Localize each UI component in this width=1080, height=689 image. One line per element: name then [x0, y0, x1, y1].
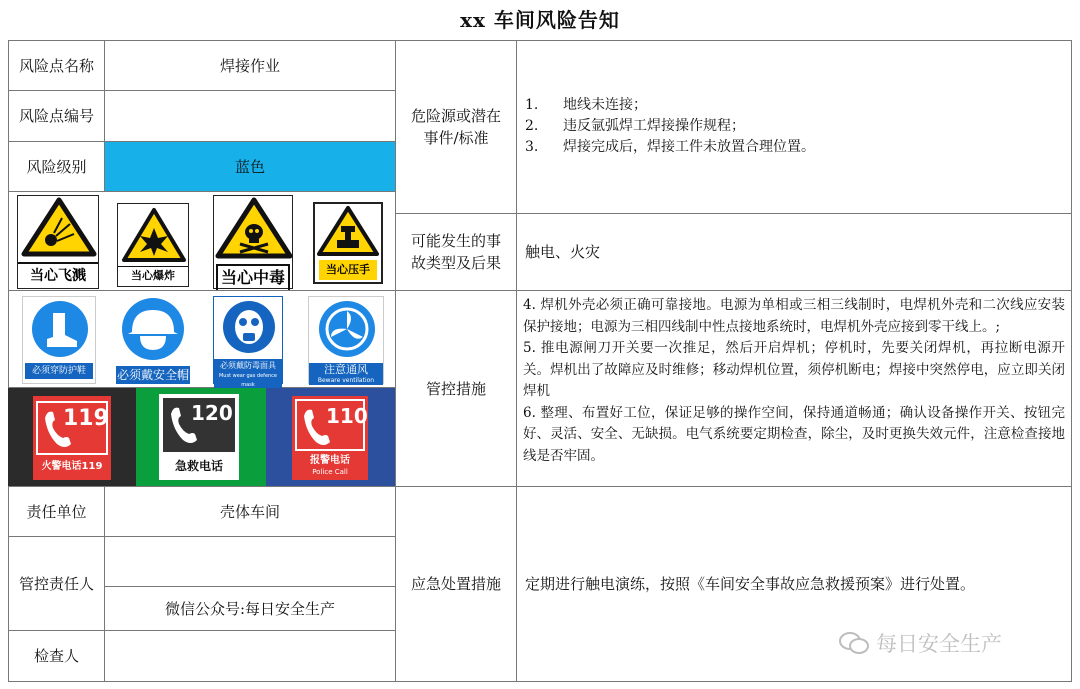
risk-level-value: 蓝色 — [104, 141, 396, 192]
warning-sign-label: 当心飞溅 — [18, 262, 98, 288]
mandatory-sign-ventilation — [308, 296, 384, 384]
emergency-police-110 — [266, 388, 396, 487]
risk-no-label: 风险点编号 — [8, 90, 105, 142]
mandatory-sign-label: 必须戴安全帽 — [116, 368, 189, 382]
page-title: xx 车间风险告知 — [460, 8, 620, 32]
warning-sign-label: 当心压手 — [319, 260, 377, 280]
warning-sign-label: 当心爆炸 — [118, 266, 188, 285]
emergency-label: 报警电话 — [310, 455, 350, 466]
mandatory-sign-label: 必须戴防毒面具 — [214, 359, 282, 372]
control-measure-item: 4. 焊机外壳必须正确可靠接地。电源为单相或三相三线制时，电焊机外壳和二次线应安装保护接地；电源为三相四线制中性点接地系统时，电焊机外壳应接到零干线上。; — [523, 297, 1065, 335]
emergency-ambulance-120 — [136, 388, 266, 487]
inspector-value — [104, 630, 396, 682]
ventilation-icon — [309, 297, 385, 361]
risk-level-label: 风险级别 — [8, 141, 105, 192]
gas-mask-icon — [214, 297, 284, 357]
mandatory-sign-sublabel: Beware ventilation — [309, 377, 383, 385]
emergency-fire-119 — [8, 388, 136, 487]
explosion-icon — [118, 204, 190, 264]
watermark-text: 每日安全生产 — [876, 632, 1002, 656]
hazard-list-cell — [516, 40, 1072, 214]
emergency-number: 120 — [191, 401, 233, 425]
emergency-sublabel: Police Call — [312, 468, 348, 476]
emergency-label: 火警电话119 — [41, 461, 103, 472]
flying-debris-icon — [18, 196, 100, 258]
hazard-item: 1. 地线未连接； — [525, 97, 647, 113]
warning-sign-poison — [213, 195, 293, 289]
inspector-label: 检查人 — [8, 630, 105, 682]
wechat-note: 微信公众号:每日安全生产 — [104, 586, 396, 631]
hazard-item: 3. 焊接完成后，焊接工件未放置合理位置。 — [525, 139, 815, 155]
control-measure-item: 5. 推电源闸刀开关要一次推足，然后开启焊机；停机时，先要关闭焊机，再拉断电源开关。焊机出了故障应及时维修；移动焊机位置，须停机断电；焊接中突然停电，应立即关闭焊机 — [523, 340, 1065, 399]
control-measure-item: 6. 整理、布置好工位，保证足够的操作空间，保持通道畅通；确认设备操作开关、按钮完好、灵活、安全、无缺损。电气系统要定期检查，除尘，及时更换失效元件，注意检查接地线是否牢固。 — [523, 404, 1065, 464]
responsible-unit-value: 壳体车间 — [104, 486, 396, 537]
accident-label: 可能发生的事故类型及后果 — [395, 213, 517, 291]
mandatory-sign-label: 必须穿防护鞋 — [25, 363, 93, 379]
helmet-icon — [116, 296, 190, 362]
poison-icon — [214, 196, 294, 260]
mandatory-sign-helmet — [116, 296, 190, 384]
mandatory-sign-gas-mask — [213, 296, 283, 388]
mandatory-sign-sublabel: Must wear gas defence mask — [214, 372, 282, 390]
hazard-item: 2. 违反氩弧焊工焊接操作规程； — [525, 118, 745, 134]
control-label: 管控措施 — [395, 290, 517, 487]
warning-sign-hand-crush — [313, 202, 383, 284]
controller-value — [104, 536, 396, 587]
hand-crush-icon — [315, 204, 381, 258]
hazard-list — [525, 95, 815, 158]
hazard-label: 危险源或潜在事件/标准 — [395, 40, 517, 214]
emergency-number: 119 — [63, 406, 109, 431]
safety-boots-icon — [23, 297, 97, 361]
risk-no-value — [104, 90, 396, 142]
mandatory-sign-boots — [22, 296, 96, 384]
warning-sign-flying-debris — [17, 195, 99, 289]
control-measures — [516, 290, 1072, 487]
emergency-number: 110 — [326, 404, 368, 428]
accident-value: 触电、火灾 — [516, 213, 1072, 291]
controller-label: 管控责任人 — [8, 536, 105, 631]
emergency-label: 急救电话 — [174, 459, 223, 473]
responsible-unit-label: 责任单位 — [8, 486, 105, 537]
wechat-icon — [838, 631, 870, 655]
emergency-value: 定期进行触电演练，按照《车间安全事故应急救援预案》进行处置。 — [516, 486, 1072, 682]
risk-name-label: 风险点名称 — [8, 40, 105, 91]
risk-name-value: 焊接作业 — [104, 40, 396, 91]
emergency-label: 应急处置措施 — [395, 486, 517, 682]
wechat-watermark — [838, 628, 1002, 658]
mandatory-sign-label: 注意通风 — [309, 363, 383, 377]
warning-sign-explosion — [117, 203, 189, 287]
warning-sign-label: 当心中毒 — [216, 264, 290, 292]
